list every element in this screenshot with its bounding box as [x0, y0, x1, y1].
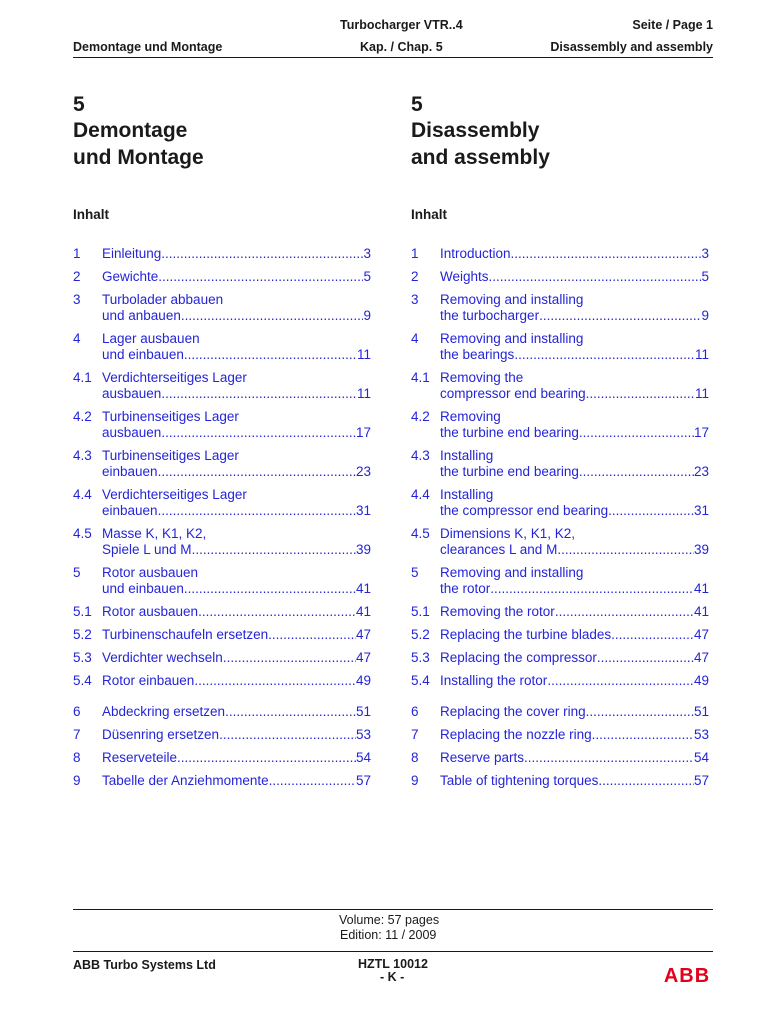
toc-entry-title: Turbinenseitiges Lager [102, 409, 239, 424]
toc-entry[interactable] [411, 704, 709, 720]
toc-entry-number: 1 [411, 246, 419, 261]
toc-entry-title: Turbolader abbauen [102, 292, 224, 307]
toc-leader-dots [158, 464, 356, 480]
toc-entry-number: 5 [73, 565, 81, 580]
toc-page-number: 5 [701, 269, 709, 284]
toc-entry-number: 6 [411, 704, 419, 719]
toc-entry-title: Lager ausbauen [102, 331, 200, 346]
toc-leader-dots [608, 503, 694, 519]
toc-page-number: 11 [694, 386, 709, 401]
toc-leader-dots [555, 604, 694, 620]
toc-page-number: 54 [693, 750, 709, 765]
toc-entry-number: 2 [73, 269, 81, 284]
svg-text:ABB: ABB [664, 965, 710, 985]
toc-entry-number: 4.4 [411, 487, 430, 502]
toc-entry-number: 4.5 [411, 526, 430, 541]
toc-entry-title: the rotor [440, 581, 491, 596]
footer-rule-top [73, 909, 713, 910]
volume-info: Volume: 57 pages [339, 913, 440, 927]
toc-entry-title: einbauen [102, 503, 158, 518]
company-name: ABB Turbo Systems Ltd [73, 958, 216, 972]
toc-leader-dots [223, 650, 356, 666]
toc-entry-title: und einbauen [102, 347, 184, 362]
toc-leader-dots [184, 347, 357, 363]
toc-leader-dots [161, 425, 356, 441]
toc-entry[interactable] [73, 773, 371, 789]
toc-entry-title: Dimensions K, K1, K2, [440, 526, 576, 541]
toc-page-number: 57 [693, 773, 709, 788]
toc-entry-title: Table of tightening torques [440, 773, 599, 788]
toc-page-number: 17 [355, 425, 371, 440]
toc-entry[interactable] [411, 487, 709, 519]
toc-entry[interactable] [411, 526, 709, 558]
toc-entry[interactable] [73, 750, 371, 766]
toc-page-number: 23 [693, 464, 709, 479]
toc-entry[interactable] [73, 526, 371, 558]
toc-page-number: 49 [355, 673, 371, 688]
toc-page-number: 31 [355, 503, 371, 518]
toc-entry-number: 4 [411, 331, 419, 346]
toc-entry-title: Düsenring ersetzen [102, 727, 220, 742]
toc-entry-title: Verdichter wechseln [102, 650, 223, 665]
toc-leader-dots [198, 604, 356, 620]
toc-page-number: 47 [693, 627, 709, 642]
toc-entry-title: Rotor ausbauen [102, 604, 199, 619]
toc-entry[interactable] [411, 331, 709, 363]
toc-entry-number: 4.1 [411, 370, 430, 385]
left-chapter-title-line2: und Montage [73, 146, 204, 169]
left-chapter-number: 5 [73, 93, 85, 116]
toc-entry-number: 4.4 [73, 487, 92, 502]
toc-leader-dots [579, 464, 694, 480]
toc-entry[interactable] [73, 409, 371, 441]
toc-leader-dots [598, 773, 694, 789]
toc-entry-title: einbauen [102, 464, 158, 479]
toc-leader-dots [611, 627, 694, 643]
toc-entry-number: 5.3 [73, 650, 92, 665]
toc-entry-title: the bearings [440, 347, 515, 362]
left-section-title: Demontage und Montage [73, 40, 223, 54]
toc-entry-title: Reserveteile [102, 750, 178, 765]
toc-entry-number: 4 [73, 331, 81, 346]
toc-entry[interactable] [73, 331, 371, 363]
toc-entry[interactable] [73, 704, 371, 720]
toc-entry-number: 3 [411, 292, 419, 307]
toc-leader-dots [194, 673, 356, 689]
toc-page-number: 9 [701, 308, 709, 323]
toc-leader-dots [511, 246, 702, 262]
toc-entry-number: 7 [73, 727, 81, 742]
toc-leader-dots [514, 347, 695, 363]
toc-entry-title: Rotor einbauen [102, 673, 195, 688]
toc-entry-title: Einleitung [102, 246, 162, 261]
toc-entry[interactable] [73, 604, 371, 620]
toc-leader-dots [586, 704, 694, 720]
toc-entry-number: 4.3 [73, 448, 92, 463]
toc-leader-dots [268, 627, 356, 643]
toc-entry-title: und einbauen [102, 581, 184, 596]
toc-entry-title: the compressor end bearing [440, 503, 609, 518]
toc-entry-title: Removing and installing [440, 565, 584, 580]
toc-entry-title: Removing [440, 409, 501, 424]
toc-entry[interactable] [73, 627, 371, 643]
toc-entry-title: Turbinenseitiges Lager [102, 448, 239, 463]
toc-leader-dots [184, 581, 356, 597]
toc-entry[interactable] [411, 627, 709, 643]
toc-page-number: 41 [355, 581, 371, 596]
toc-entry[interactable] [73, 487, 371, 519]
toc-entry[interactable] [411, 673, 709, 689]
toc-page-number: 49 [693, 673, 709, 688]
toc-leader-dots [219, 727, 356, 743]
toc-entry[interactable] [73, 292, 371, 324]
toc-entry-number: 5.1 [73, 604, 92, 619]
toc-entry-number: 5.1 [411, 604, 430, 619]
toc-entry[interactable] [411, 727, 709, 743]
toc-page-number: 9 [363, 308, 371, 323]
toc-entry-title: Installing the rotor [440, 673, 548, 688]
toc-leader-dots [547, 673, 694, 689]
toc-entry-title: Removing and installing [440, 331, 584, 346]
toc-entry-title: the turbocharger [440, 308, 540, 323]
toc-leader-dots [158, 269, 363, 285]
toc-entry[interactable] [73, 269, 371, 285]
toc-entry-title: ausbauen [102, 425, 162, 440]
toc-page-number: 47 [693, 650, 709, 665]
toc-entry[interactable] [411, 604, 709, 620]
toc-page-number: 47 [355, 627, 371, 642]
toc-entry-title: Abdeckring ersetzen [102, 704, 226, 719]
toc-leader-dots [177, 750, 356, 766]
toc-entry-number: 4.2 [73, 409, 92, 424]
toc-leader-dots [225, 704, 356, 720]
toc-entry[interactable] [73, 565, 371, 597]
toc-entry-title: Installing [440, 487, 494, 502]
toc-entry[interactable] [411, 565, 709, 597]
toc-leader-dots [579, 425, 694, 441]
toc-page-number: 23 [355, 464, 371, 479]
toc-leader-dots [181, 308, 364, 324]
toc-entry-number: 5 [411, 565, 419, 580]
toc-page-number: 3 [701, 246, 709, 261]
toc-leader-dots [586, 386, 695, 402]
abb-logo [664, 965, 710, 985]
toc-page-number: 41 [355, 604, 371, 619]
toc-entry-title: the turbine end bearing [440, 464, 579, 479]
toc-leader-dots [489, 269, 702, 285]
toc-entry-number: 4.5 [73, 526, 92, 541]
toc-entry-number: 5.2 [73, 627, 92, 642]
toc-leader-dots [539, 308, 701, 324]
toc-leader-dots [524, 750, 694, 766]
toc-page-number: 11 [356, 347, 371, 362]
toc-entry[interactable] [411, 650, 709, 666]
toc-page-number: 11 [694, 347, 709, 362]
toc-page-number: 41 [693, 604, 709, 619]
toc-entry-number: 3 [73, 292, 81, 307]
toc-entry-title: Spiele L und M [102, 542, 192, 557]
toc-entry-title: Replacing the compressor [440, 650, 597, 665]
toc-entry-number: 5.4 [73, 673, 92, 688]
left-contents-heading: Inhalt [73, 207, 109, 222]
toc-entry-number: 4.3 [411, 448, 430, 463]
toc-entry-title: Reserve parts [440, 750, 525, 765]
toc-entry-title: Removing and installing [440, 292, 584, 307]
right-contents-heading: Inhalt [411, 207, 447, 222]
toc-entry[interactable] [73, 246, 371, 262]
toc-entry-number: 6 [73, 704, 81, 719]
toc-leader-dots [597, 650, 694, 666]
toc-leader-dots [269, 773, 356, 789]
edition-info: Edition: 11 / 2009 [340, 928, 437, 942]
toc-entry-title: Tabelle der Anziehmomente [102, 773, 269, 788]
toc-entry-title: Replacing the turbine blades [440, 627, 612, 642]
toc-entry-title: und anbauen [102, 308, 181, 323]
toc-page-number: 41 [693, 581, 709, 596]
toc-entry-title: Verdichterseitiges Lager [102, 487, 247, 502]
toc-page-number: 53 [355, 727, 371, 742]
toc-entry-title: Removing the [440, 370, 524, 385]
toc-entry-number: 4.2 [411, 409, 430, 424]
toc-page-number: 3 [363, 246, 371, 261]
toc-leader-dots [158, 503, 356, 519]
footer-rule-bottom [73, 951, 713, 952]
toc-entry-number: 8 [411, 750, 419, 765]
toc-entry-number: 9 [73, 773, 81, 788]
doc-title: Turbocharger VTR..4 [340, 18, 463, 32]
toc-entry[interactable] [73, 673, 371, 689]
toc-entry-number: 5.3 [411, 650, 430, 665]
revision-letter: - K - [380, 970, 405, 984]
toc-entry-title: the turbine end bearing [440, 425, 579, 440]
toc-entry-number: 4.1 [73, 370, 92, 385]
toc-entry[interactable] [411, 292, 709, 324]
toc-entry[interactable] [73, 370, 371, 402]
toc-page-number: 47 [355, 650, 371, 665]
toc-page-number: 17 [693, 425, 709, 440]
toc-entry[interactable] [411, 370, 709, 402]
toc-entry-number: 8 [73, 750, 81, 765]
toc-entry-number: 7 [411, 727, 419, 742]
toc-entry[interactable] [411, 448, 709, 480]
right-section-title: Disassembly and assembly [550, 40, 713, 54]
right-chapter-title-line2: and assembly [411, 146, 550, 169]
toc-leader-dots [557, 542, 694, 558]
toc-leader-dots [592, 727, 694, 743]
toc-entry-title: Introduction [440, 246, 511, 261]
toc-leader-dots [490, 581, 694, 597]
right-chapter-number: 5 [411, 93, 423, 116]
toc-page-number: 39 [693, 542, 709, 557]
toc-entry-title: Rotor ausbauen [102, 565, 199, 580]
toc-page-number: 51 [693, 704, 709, 719]
toc-entry-title: Gewichte [102, 269, 159, 284]
toc-entry[interactable] [73, 650, 371, 666]
toc-entry-title: Turbinenschaufeln ersetzen [102, 627, 269, 642]
toc-entry-title: ausbauen [102, 386, 162, 401]
toc-entry[interactable] [73, 727, 371, 743]
toc-leader-dots [161, 386, 357, 402]
toc-entry-title: Replacing the nozzle ring [440, 727, 592, 742]
toc-entry-number: 5.2 [411, 627, 430, 642]
document-number: HZTL 10012 [358, 957, 428, 971]
page-label: Seite / Page 1 [632, 18, 713, 32]
toc-entry-number: 9 [411, 773, 419, 788]
toc-entry[interactable] [411, 773, 709, 789]
left-chapter-title-line1: Demontage [73, 119, 188, 142]
toc-page-number: 31 [693, 503, 709, 518]
toc-entry-title: Verdichterseitiges Lager [102, 370, 247, 385]
chapter-label: Kap. / Chap. 5 [360, 40, 443, 54]
toc-leader-dots [192, 542, 356, 558]
toc-entry-title: Removing the rotor [440, 604, 555, 619]
toc-entry[interactable] [411, 750, 709, 766]
header-rule [73, 57, 713, 58]
toc-page-number: 11 [356, 386, 371, 401]
toc-page-number: 54 [355, 750, 371, 765]
toc-entry-number: 1 [73, 246, 81, 261]
toc-entry[interactable] [411, 246, 709, 262]
toc-entry[interactable] [73, 448, 371, 480]
toc-page-number: 53 [693, 727, 709, 742]
toc-entry-title: clearances L and M [440, 542, 558, 557]
toc-page-number: 5 [363, 269, 371, 284]
toc-entry[interactable] [411, 269, 709, 285]
toc-entry-number: 5.4 [411, 673, 430, 688]
toc-entry[interactable] [411, 409, 709, 441]
toc-page-number: 51 [355, 704, 371, 719]
toc-entry-title: Weights [440, 269, 489, 284]
toc-page-number: 57 [355, 773, 371, 788]
right-chapter-title-line1: Disassembly [411, 119, 540, 142]
toc-entry-number: 2 [411, 269, 419, 284]
toc-page-number: 39 [355, 542, 371, 557]
toc-entry-title: compressor end bearing [440, 386, 586, 401]
toc-entry-title: Replacing the cover ring [440, 704, 586, 719]
toc-leader-dots [161, 246, 363, 262]
toc-entry-title: Masse K, K1, K2, [102, 526, 207, 541]
toc-entry-title: Installing [440, 448, 494, 463]
